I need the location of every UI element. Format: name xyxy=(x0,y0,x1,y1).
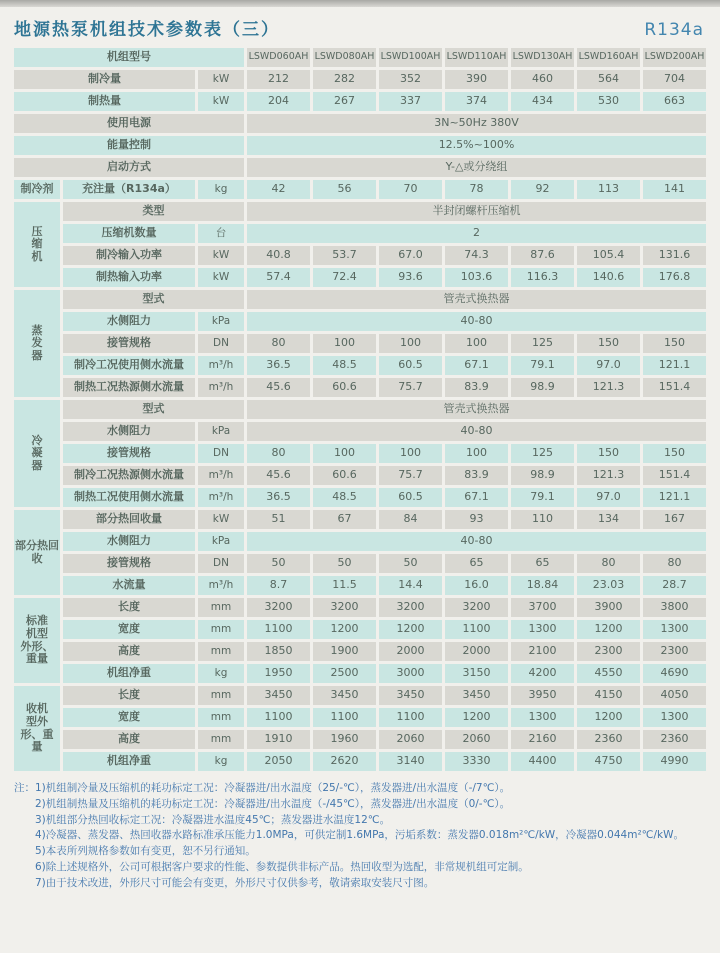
value-cell: 4990 xyxy=(643,752,706,771)
value-cell: 150 xyxy=(577,334,640,353)
param-label: 压缩机数量 xyxy=(63,224,195,243)
value-cell: 105.4 xyxy=(577,246,640,265)
note-item: 1)机组制冷量及压缩机的耗功标定工况：冷凝器进/出水温度（25/-℃），蒸发器进/出水温度（-/7℃）。 xyxy=(35,782,511,794)
value-cell: 110 xyxy=(511,510,574,529)
param-label: 类型 xyxy=(63,202,244,221)
span-value-cell: Y-△或分绕组 xyxy=(247,158,706,177)
value-cell: 131.6 xyxy=(643,246,706,265)
param-label: 机组净重 xyxy=(63,752,195,771)
unit-cell: kW xyxy=(198,510,244,529)
param-label: 能量控制 xyxy=(14,136,244,155)
value-cell: 125 xyxy=(511,334,574,353)
value-cell: 3700 xyxy=(511,598,574,617)
value-cell: 151.4 xyxy=(643,466,706,485)
value-cell: 4050 xyxy=(643,686,706,705)
refrigerant-label: R134a xyxy=(644,20,704,40)
span-value-cell: 40-80 xyxy=(247,422,706,441)
value-cell: 67 xyxy=(313,510,376,529)
value-cell: 60.6 xyxy=(313,378,376,397)
span-value-cell: 管壳式换热器 xyxy=(247,400,706,419)
value-cell: 125 xyxy=(511,444,574,463)
value-cell: 1300 xyxy=(643,620,706,639)
value-cell: 100 xyxy=(379,444,442,463)
param-label: 接管规格 xyxy=(63,444,195,463)
span-value-cell: 3N~50Hz 380V xyxy=(247,114,706,133)
unit-cell: m³/h xyxy=(198,466,244,485)
value-cell: 337 xyxy=(379,92,442,111)
value-cell: 3450 xyxy=(445,686,508,705)
value-cell: 92 xyxy=(511,180,574,199)
note-item: 2)机组制热量及压缩机的耗功标定工况：冷凝器进/出水温度（-/45℃），蒸发器进/出水温度（0/-℃）。 xyxy=(35,797,511,810)
value-cell: 93.6 xyxy=(379,268,442,287)
value-cell: 121.1 xyxy=(643,488,706,507)
value-cell: 352 xyxy=(379,70,442,89)
value-cell: 121.1 xyxy=(643,356,706,375)
value-cell: 3150 xyxy=(445,664,508,683)
value-cell: 134 xyxy=(577,510,640,529)
span-value-cell: 管壳式换热器 xyxy=(247,290,706,309)
param-label: 机组净重 xyxy=(63,664,195,683)
value-cell: 98.9 xyxy=(511,378,574,397)
value-cell: 103.6 xyxy=(445,268,508,287)
value-cell: 4750 xyxy=(577,752,640,771)
note-item: 4)冷凝器、蒸发器、热回收器水路标准承压能力1.0MPa，可供定制1.6MPa，污垢系数：蒸发器0.018m²℃/kW，冷凝器0.044m²℃/kW。 xyxy=(35,829,684,842)
param-label: 接管规格 xyxy=(63,334,195,353)
value-cell: 40.8 xyxy=(247,246,310,265)
value-cell: 8.7 xyxy=(247,576,310,595)
value-cell: 60.5 xyxy=(379,488,442,507)
value-cell: 45.6 xyxy=(247,378,310,397)
value-cell: 42 xyxy=(247,180,310,199)
value-cell: 2360 xyxy=(643,730,706,749)
value-cell: 176.8 xyxy=(643,268,706,287)
unit-cell: DN xyxy=(198,444,244,463)
unit-cell: kg xyxy=(198,752,244,771)
value-cell: 60.5 xyxy=(379,356,442,375)
param-label: 接管规格 xyxy=(63,554,195,573)
value-cell: 60.6 xyxy=(313,466,376,485)
value-cell: 267 xyxy=(313,92,376,111)
value-cell: 4200 xyxy=(511,664,574,683)
unit-cell: mm xyxy=(198,730,244,749)
value-cell: 116.3 xyxy=(511,268,574,287)
unit-cell: DN xyxy=(198,334,244,353)
value-cell: 141 xyxy=(643,180,706,199)
value-cell: 57.4 xyxy=(247,268,310,287)
param-label: 水侧阻力 xyxy=(63,312,195,331)
unit-cell: kg xyxy=(198,664,244,683)
value-cell: 663 xyxy=(643,92,706,111)
value-cell: 1300 xyxy=(643,708,706,727)
value-cell: 75.7 xyxy=(379,466,442,485)
param-label: 长度 xyxy=(63,686,195,705)
value-cell: 84 xyxy=(379,510,442,529)
value-cell: 121.3 xyxy=(577,466,640,485)
value-cell: 1100 xyxy=(247,708,310,727)
value-cell: 1100 xyxy=(247,620,310,639)
param-label: 制热工况使用侧水流量 xyxy=(63,488,195,507)
note-item: 3)机组部分热回收标定工况：冷凝器进水温度45℃；蒸发器进水温度12℃。 xyxy=(35,813,391,826)
value-cell: 3950 xyxy=(511,686,574,705)
value-cell: 79.1 xyxy=(511,356,574,375)
value-cell: 3200 xyxy=(247,598,310,617)
value-cell: 80 xyxy=(247,444,310,463)
value-cell: 140.6 xyxy=(577,268,640,287)
value-cell: 23.03 xyxy=(577,576,640,595)
param-label: 部分热回收量 xyxy=(63,510,195,529)
spec-table xyxy=(14,48,706,771)
group-label: 冷 凝 器 xyxy=(14,400,60,507)
scan-edge-strip xyxy=(0,0,720,7)
group-label: 收机 型外 形、重 量 xyxy=(14,686,60,771)
param-label: 制冷工况使用侧水流量 xyxy=(63,356,195,375)
value-cell: 1100 xyxy=(313,708,376,727)
unit-cell: m³/h xyxy=(198,356,244,375)
value-cell: 167 xyxy=(643,510,706,529)
value-cell: 1200 xyxy=(445,708,508,727)
value-cell: 2000 xyxy=(379,642,442,661)
param-label: 启动方式 xyxy=(14,158,244,177)
value-cell: 2100 xyxy=(511,642,574,661)
param-label: 高度 xyxy=(63,642,195,661)
param-label: 型式 xyxy=(63,400,244,419)
model-header: LSWD080AH xyxy=(313,48,376,67)
value-cell: 50 xyxy=(313,554,376,573)
value-cell: 98.9 xyxy=(511,466,574,485)
value-cell: 3450 xyxy=(313,686,376,705)
value-cell: 151.4 xyxy=(643,378,706,397)
value-cell: 204 xyxy=(247,92,310,111)
value-cell: 4550 xyxy=(577,664,640,683)
model-header: LSWD100AH xyxy=(379,48,442,67)
value-cell: 75.7 xyxy=(379,378,442,397)
unit-cell: m³/h xyxy=(198,576,244,595)
page-title: 地源热泵机组技术参数表（三） xyxy=(14,20,280,40)
value-cell: 97.0 xyxy=(577,488,640,507)
value-cell: 1100 xyxy=(445,620,508,639)
param-label: 型式 xyxy=(63,290,244,309)
notes-prefix: 注： xyxy=(14,782,35,794)
header-model-label: 机组型号 xyxy=(14,48,244,67)
value-cell: 3330 xyxy=(445,752,508,771)
value-cell: 2160 xyxy=(511,730,574,749)
unit-cell: kPa xyxy=(198,532,244,551)
group-label: 压 缩 机 xyxy=(14,202,60,287)
value-cell: 80 xyxy=(247,334,310,353)
span-value-cell: 40-80 xyxy=(247,532,706,551)
param-label: 制冷量 xyxy=(14,70,195,89)
value-cell: 67.1 xyxy=(445,488,508,507)
value-cell: 150 xyxy=(577,444,640,463)
value-cell: 434 xyxy=(511,92,574,111)
value-cell: 48.5 xyxy=(313,488,376,507)
value-cell: 93 xyxy=(445,510,508,529)
value-cell: 83.9 xyxy=(445,466,508,485)
unit-cell: mm xyxy=(198,598,244,617)
model-header: LSWD130AH xyxy=(511,48,574,67)
value-cell: 374 xyxy=(445,92,508,111)
value-cell: 2060 xyxy=(379,730,442,749)
value-cell: 113 xyxy=(577,180,640,199)
value-cell: 53.7 xyxy=(313,246,376,265)
value-cell: 100 xyxy=(313,334,376,353)
value-cell: 97.0 xyxy=(577,356,640,375)
value-cell: 2360 xyxy=(577,730,640,749)
value-cell: 1200 xyxy=(577,708,640,727)
value-cell: 56 xyxy=(313,180,376,199)
value-cell: 1900 xyxy=(313,642,376,661)
value-cell: 530 xyxy=(577,92,640,111)
value-cell: 1910 xyxy=(247,730,310,749)
value-cell: 11.5 xyxy=(313,576,376,595)
value-cell: 36.5 xyxy=(247,356,310,375)
model-header: LSWD060AH xyxy=(247,48,310,67)
value-cell: 16.0 xyxy=(445,576,508,595)
group-label: 标准 机型 外形、 重量 xyxy=(14,598,60,683)
model-header: LSWD110AH xyxy=(445,48,508,67)
value-cell: 100 xyxy=(313,444,376,463)
param-label: 宽度 xyxy=(63,708,195,727)
value-cell: 50 xyxy=(247,554,310,573)
span-value-cell: 半封闭螺杆压缩机 xyxy=(247,202,706,221)
param-label: 制热输入功率 xyxy=(63,268,195,287)
value-cell: 150 xyxy=(643,334,706,353)
value-cell: 2500 xyxy=(313,664,376,683)
value-cell: 150 xyxy=(643,444,706,463)
value-cell: 100 xyxy=(445,444,508,463)
value-cell: 2620 xyxy=(313,752,376,771)
value-cell: 1200 xyxy=(577,620,640,639)
param-label: 高度 xyxy=(63,730,195,749)
value-cell: 2060 xyxy=(445,730,508,749)
unit-cell: mm xyxy=(198,620,244,639)
value-cell: 79.1 xyxy=(511,488,574,507)
value-cell: 87.6 xyxy=(511,246,574,265)
unit-cell: 台 xyxy=(198,224,244,243)
span-value-cell: 2 xyxy=(247,224,706,243)
unit-cell: kW xyxy=(198,70,244,89)
unit-cell: kg xyxy=(198,180,244,199)
value-cell: 48.5 xyxy=(313,356,376,375)
value-cell: 67.1 xyxy=(445,356,508,375)
value-cell: 282 xyxy=(313,70,376,89)
note-item: 7)由于技术改进，外形尺寸可能会有变更，外形尺寸仅供参考，敬请索取安装尺寸图。 xyxy=(35,876,435,889)
value-cell: 564 xyxy=(577,70,640,89)
param-label: 制热量 xyxy=(14,92,195,111)
value-cell: 50 xyxy=(379,554,442,573)
value-cell: 121.3 xyxy=(577,378,640,397)
value-cell: 74.3 xyxy=(445,246,508,265)
note-items xyxy=(35,781,704,891)
value-cell: 83.9 xyxy=(445,378,508,397)
note-item: 6)除上述规格外，公司可根据客户要求的性能、参数提供非标产品。热回收型为选配，非常规机组可定制。 xyxy=(35,860,529,873)
value-cell: 2050 xyxy=(247,752,310,771)
value-cell: 1100 xyxy=(379,708,442,727)
param-label: 长度 xyxy=(63,598,195,617)
value-cell: 2300 xyxy=(643,642,706,661)
unit-cell: kPa xyxy=(198,312,244,331)
value-cell: 704 xyxy=(643,70,706,89)
value-cell: 51 xyxy=(247,510,310,529)
value-cell: 3200 xyxy=(313,598,376,617)
value-cell: 212 xyxy=(247,70,310,89)
param-label: 水侧阻力 xyxy=(63,422,195,441)
value-cell: 1960 xyxy=(313,730,376,749)
value-cell: 3140 xyxy=(379,752,442,771)
param-label: 充注量（R134a） xyxy=(63,180,195,199)
value-cell: 4690 xyxy=(643,664,706,683)
param-label: 制热工况热源侧水流量 xyxy=(63,378,195,397)
value-cell: 4150 xyxy=(577,686,640,705)
value-cell: 3800 xyxy=(643,598,706,617)
param-label: 宽度 xyxy=(63,620,195,639)
unit-cell: mm xyxy=(198,642,244,661)
value-cell: 80 xyxy=(577,554,640,573)
value-cell: 460 xyxy=(511,70,574,89)
span-value-cell: 40-80 xyxy=(247,312,706,331)
unit-cell: kW xyxy=(198,246,244,265)
param-label: 水流量 xyxy=(63,576,195,595)
value-cell: 28.7 xyxy=(643,576,706,595)
value-cell: 3450 xyxy=(247,686,310,705)
value-cell: 1200 xyxy=(379,620,442,639)
value-cell: 3200 xyxy=(445,598,508,617)
value-cell: 45.6 xyxy=(247,466,310,485)
model-header: LSWD160AH xyxy=(577,48,640,67)
value-cell: 1950 xyxy=(247,664,310,683)
value-cell: 1300 xyxy=(511,620,574,639)
unit-cell: DN xyxy=(198,554,244,573)
unit-cell: kPa xyxy=(198,422,244,441)
param-label: 制冷输入功率 xyxy=(63,246,195,265)
group-label: 制冷剂 xyxy=(14,180,60,199)
unit-cell: mm xyxy=(198,708,244,727)
span-value-cell: 12.5%~100% xyxy=(247,136,706,155)
value-cell: 65 xyxy=(445,554,508,573)
value-cell: 2000 xyxy=(445,642,508,661)
value-cell: 3900 xyxy=(577,598,640,617)
param-label: 使用电源 xyxy=(14,114,244,133)
value-cell: 72.4 xyxy=(313,268,376,287)
unit-cell: mm xyxy=(198,686,244,705)
value-cell: 2300 xyxy=(577,642,640,661)
value-cell: 14.4 xyxy=(379,576,442,595)
group-label: 蒸 发 器 xyxy=(14,290,60,397)
value-cell: 1300 xyxy=(511,708,574,727)
value-cell: 100 xyxy=(445,334,508,353)
param-label: 水侧阻力 xyxy=(63,532,195,551)
value-cell: 3200 xyxy=(379,598,442,617)
value-cell: 80 xyxy=(643,554,706,573)
unit-cell: kW xyxy=(198,268,244,287)
value-cell: 65 xyxy=(511,554,574,573)
value-cell: 18.84 xyxy=(511,576,574,595)
value-cell: 3000 xyxy=(379,664,442,683)
note-item: 5)本表所列规格参数如有变更，恕不另行通知。 xyxy=(35,845,256,857)
value-cell: 390 xyxy=(445,70,508,89)
value-cell: 70 xyxy=(379,180,442,199)
value-cell: 1850 xyxy=(247,642,310,661)
value-cell: 4400 xyxy=(511,752,574,771)
unit-cell: m³/h xyxy=(198,488,244,507)
group-label: 部分热回 收 xyxy=(14,510,60,595)
param-label: 制冷工况热源侧水流量 xyxy=(63,466,195,485)
value-cell: 3450 xyxy=(379,686,442,705)
value-cell: 100 xyxy=(379,334,442,353)
value-cell: 78 xyxy=(445,180,508,199)
unit-cell: kW xyxy=(198,92,244,111)
unit-cell: m³/h xyxy=(198,378,244,397)
value-cell: 67.0 xyxy=(379,246,442,265)
value-cell: 36.5 xyxy=(247,488,310,507)
notes-section xyxy=(14,781,704,891)
model-header: LSWD200AH xyxy=(643,48,706,67)
value-cell: 1200 xyxy=(313,620,376,639)
